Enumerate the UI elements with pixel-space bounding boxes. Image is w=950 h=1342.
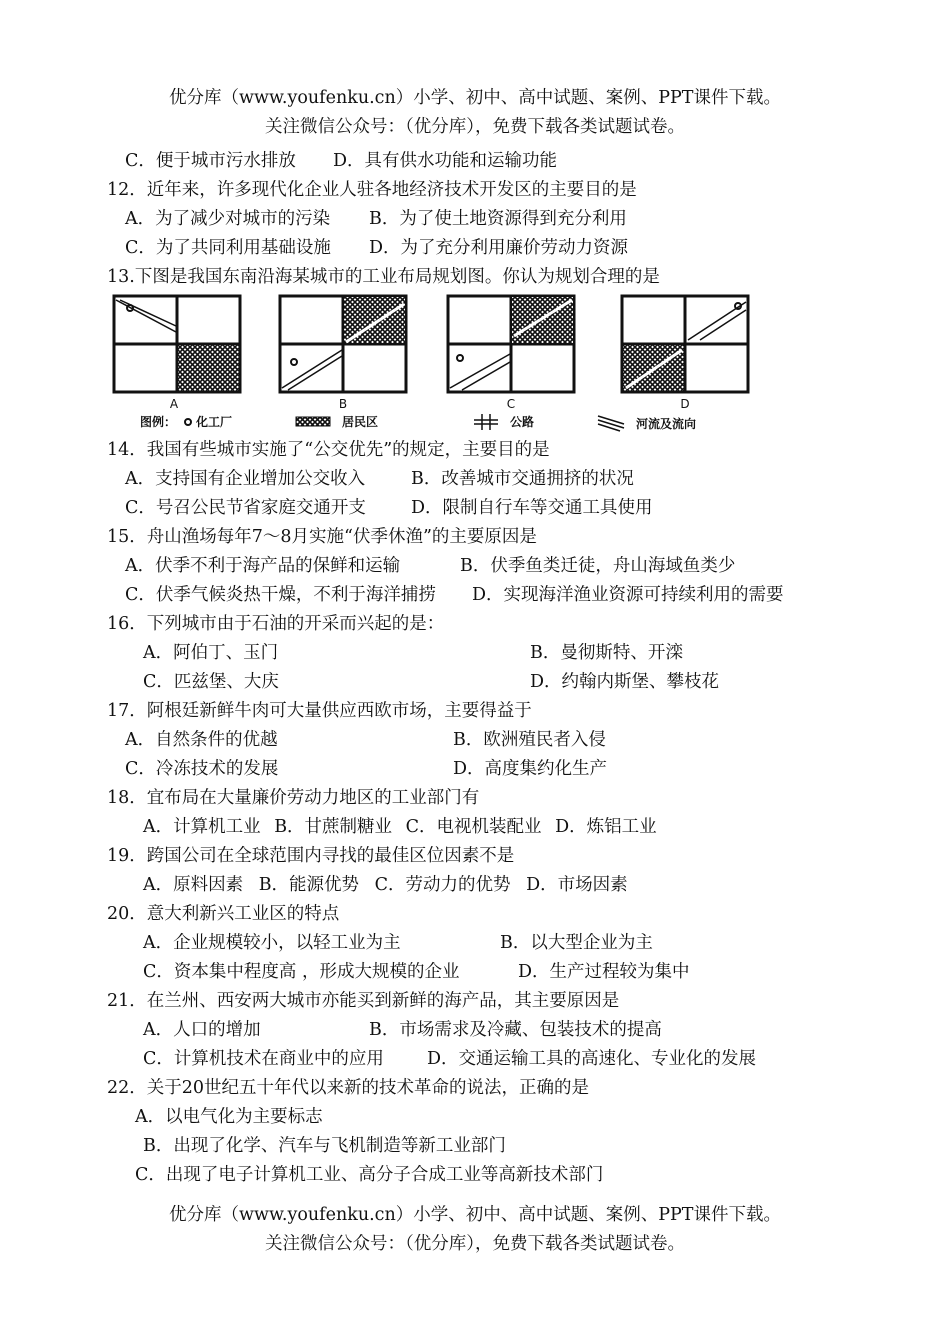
panel-c xyxy=(448,296,574,411)
q12-stem: 12．近年来，许多现代化企业人驻各地经济技术开发区的主要目的是 xyxy=(107,180,637,200)
q17-option-c: C．冷冻技术的发展 xyxy=(125,759,279,779)
q16-stem: 16．下列城市由于石油的开采而兴起的是： xyxy=(107,614,445,634)
q19-stem: 19．跨国公司在全球范围内寻找的最佳区位因素不是 xyxy=(107,846,515,866)
legend-title: 图例： xyxy=(140,415,177,429)
q12-option-d: D．为了充分利用廉价劳动力资源 xyxy=(369,238,629,258)
panel-a xyxy=(114,296,240,411)
q12-option-b: B．为了使土地资源得到充分利用 xyxy=(369,209,627,229)
q21-option-b: B．市场需求及冷藏、包装技术的提高 xyxy=(369,1020,662,1040)
panel-b xyxy=(280,296,406,411)
q14-stem: 14．我国有些城市实施了“公交优先”的规定，主要目的是 xyxy=(107,440,550,460)
q22-option-a: A．以电气化为主要标志 xyxy=(135,1107,323,1127)
q15-option-c: C．伏季气候炎热干燥，不利于海洋捕捞 xyxy=(125,585,436,605)
q21-option-c: C．计算机技术在商业中的应用 xyxy=(143,1049,384,1069)
panel-a-residential xyxy=(177,344,240,392)
legend-residential-label: 居民区 xyxy=(342,415,379,429)
header-line-2: 关注微信公众号：（优分库），免费下载各类试题试卷。 xyxy=(265,117,685,137)
q21-stem: 21．在兰州、西安两大城市亦能买到新鲜的海产品，其主要原因是 xyxy=(107,991,620,1011)
panel-d xyxy=(622,296,748,411)
q17-option-a: A．自然条件的优越 xyxy=(125,730,278,750)
q20-stem: 20．意大利新兴工业区的特点 xyxy=(107,904,340,924)
legend-factory-icon xyxy=(185,419,191,425)
header-line-1: 优分库（www.youfenku.cn）小学、初中、高中试题、案例、PPT课件下载。 xyxy=(169,88,781,108)
legend-river-label: 河流及流向 xyxy=(636,417,697,431)
footer-line-1: 优分库（www.youfenku.cn）小学、初中、高中试题、案例、PPT课件下载。 xyxy=(169,1205,781,1225)
q12-option-a: A．为了减少对城市的污染 xyxy=(125,209,331,229)
panel-c-label: C xyxy=(506,397,516,411)
q14-option-b: B．改善城市交通拥挤的状况 xyxy=(411,469,634,489)
legend-factory-label: 化工厂 xyxy=(196,415,233,429)
q19-options: A．原料因素 B．能源优势 C．劳动力的优势 D．市场因素 xyxy=(143,875,628,895)
q17-option-b: B．欧洲殖民者入侵 xyxy=(453,730,606,750)
q14-option-c: C．号召公民节省家庭交通开支 xyxy=(125,498,366,518)
q11-option-d: D．具有供水功能和运输功能 xyxy=(333,151,558,171)
legend-residential-icon xyxy=(296,417,330,426)
q15-option-a: A．伏季不利于海产品的保鲜和运输 xyxy=(125,556,401,576)
panel-a-label: A xyxy=(169,397,179,411)
legend-river-icon xyxy=(598,416,624,431)
q12-option-c: C．为了共同利用基础设施 xyxy=(125,238,331,258)
q17-option-d: D．高度集约化生产 xyxy=(453,759,608,779)
q16-option-a: A．阿伯丁、玉门 xyxy=(143,643,279,663)
q15-stem: 15．舟山渔场每年7～8月实施“伏季休渔”的主要原因是 xyxy=(107,527,537,547)
q15-option-b: B．伏季鱼类迁徒，舟山海域鱼类少 xyxy=(460,556,736,576)
legend xyxy=(140,414,696,431)
q13-figure xyxy=(110,292,770,436)
q21-option-d: D．交通运输工具的高速化、专业化的发展 xyxy=(427,1049,757,1069)
q14-option-a: A．支持国有企业增加公交收入 xyxy=(125,469,366,489)
q14-option-d: D．限制自行车等交通工具使用 xyxy=(411,498,653,518)
q17-stem: 17．阿根廷新鲜牛肉可大量供应西欧市场，主要得益于 xyxy=(107,701,532,721)
footer-line-2: 关注微信公众号：（优分库），免费下载各类试题试卷。 xyxy=(265,1234,685,1254)
q16-option-b: B．曼彻斯特、开滦 xyxy=(530,643,683,663)
q22-option-b: B．出现了化学、汽车与飞机制造等新工业部门 xyxy=(143,1136,506,1156)
q13-stem: 13.下图是我国东南沿海某城市的工业布局规划图。你认为规划合理的是 xyxy=(107,267,660,287)
q20-option-a: A．企业规模较小，以轻工业为主 xyxy=(143,933,401,953)
panel-d-label: D xyxy=(680,397,690,411)
q15-option-d: D．实现海洋渔业资源可持续利用的需要 xyxy=(472,585,784,605)
q11-option-c: C．便于城市污水排放 xyxy=(125,151,296,171)
legend-road-label: 公路 xyxy=(510,415,535,429)
q22-stem: 22．关于20世纪五十年代以来新的技术革命的说法，正确的是 xyxy=(107,1078,590,1098)
q18-stem: 18．宜布局在大量廉价劳动力地区的工业部门有 xyxy=(107,788,480,808)
q16-option-c: C．匹兹堡、大庆 xyxy=(143,672,279,692)
q20-option-d: D．生产过程较为集中 xyxy=(518,962,690,982)
legend-road-icon xyxy=(474,414,498,430)
q20-option-c: C．资本集中程度高 ，形成大规模的企业 xyxy=(143,962,460,982)
q21-option-a: A．人口的增加 xyxy=(143,1020,261,1040)
q18-options: A．计算机工业 B．甘蔗制糖业 C．电视机装配业 D．炼铝工业 xyxy=(143,817,657,837)
q20-option-b: B．以大型企业为主 xyxy=(500,933,653,953)
q16-option-d: D．约翰内斯堡、攀枝花 xyxy=(530,672,720,692)
q22-option-c: C．出现了电子计算机工业、高分子合成工业等高新技术部门 xyxy=(135,1165,604,1185)
panel-b-label: B xyxy=(338,397,348,411)
